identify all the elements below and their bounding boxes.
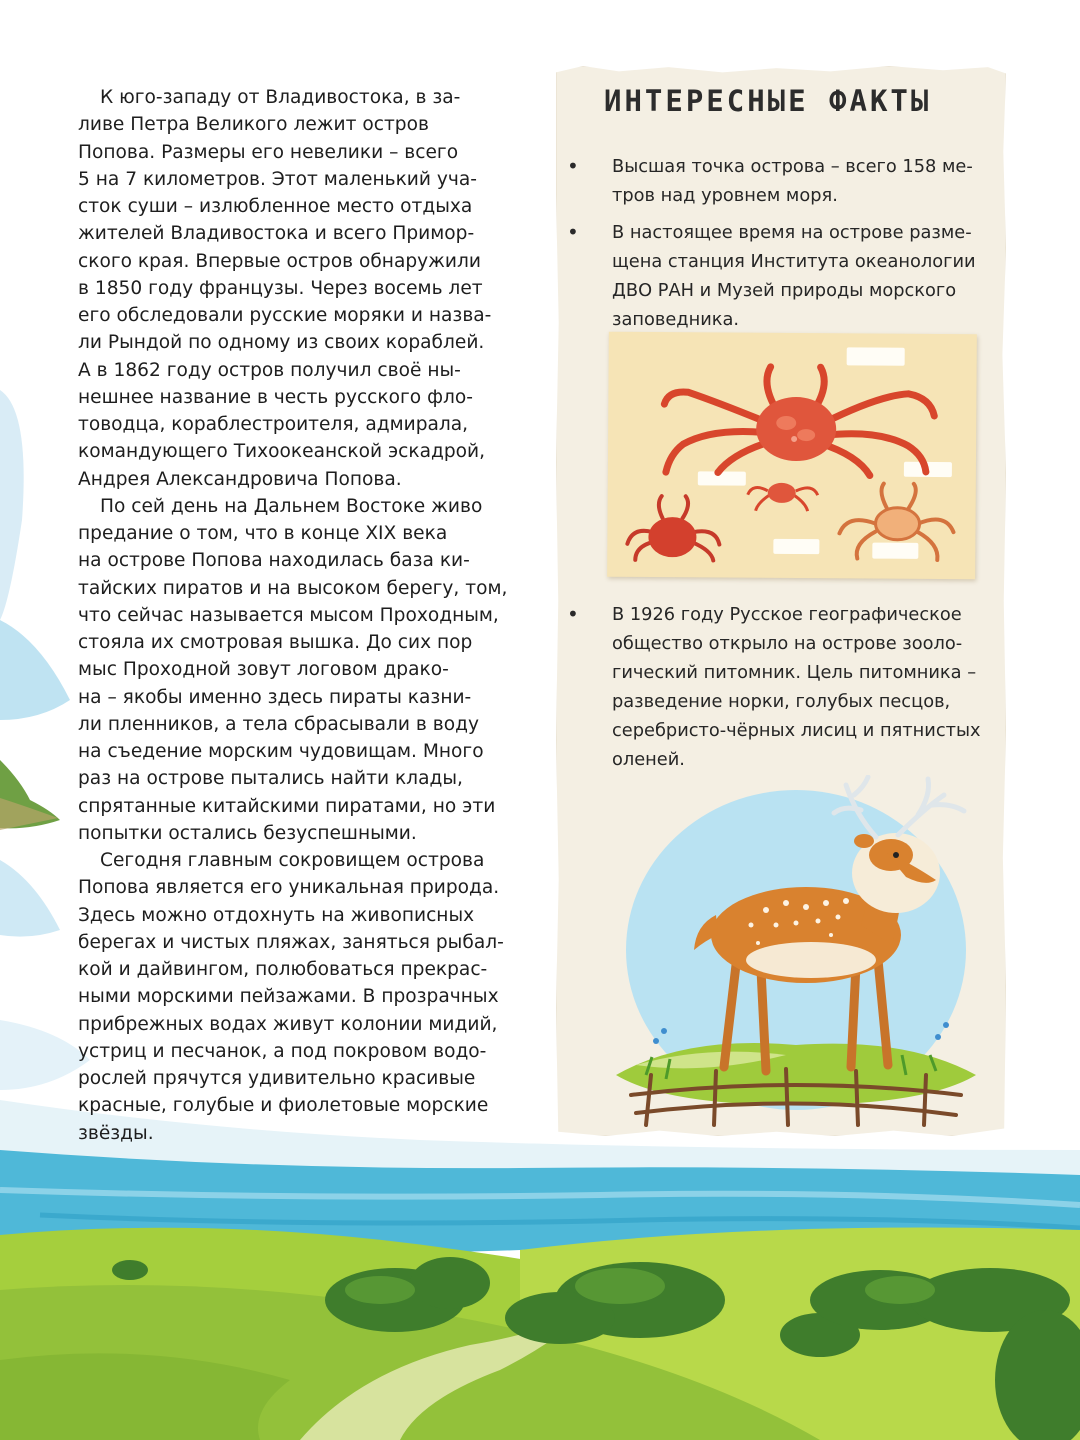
- crab-illustration-card: [607, 332, 977, 580]
- fact-item: • Высшая точка острова – всего 158 ме- тров над уровнем моря.: [612, 152, 982, 210]
- fact-item: • В 1926 году Русское географическое общество открыло на острове зооло- гический питомник. Цель питомника – разведение норки, голубых песцов, серебристо-чёрных лисиц и пятнистых оленей.: [612, 600, 982, 774]
- paragraph-1: К юго-западу от Владивостока, в за- ливе Петра Великого лежит остров Попова. Размеры его невелики – всего 5 на 7 километров. Этот маленький уча- сток суши – излюбленное место отдыха жителей Владивостока и всего Примор- ского края. Впервые остров обнаружили в 1850 году французы. Через восемь лет его обследовали русские моряки и назва- ли Рындой по одному из своих кораблей. А в 1862 году остров получил своё ны- нешнее название в честь русского фло- товодца, кораблестроителя, адмирала, командующего Тихоокеанской эскадрой, Андрея Александровича Попова.: [78, 87, 492, 490]
- deer-icon: [606, 775, 986, 1135]
- left-sea-lower: [0, 860, 60, 937]
- paragraph-2: По сей день на Дальнем Востоке живо предание о том, что в конце XIX века на острове Попова находилась база ки- тайских пиратов и на высоком берегу, том, что сейчас называется мысом Проходным, стояла их смотровая вышка. До сих пор мыс Проходной зовут логовом драко- на – якобы именно здесь пираты казни- ли пленников, а тела сбрасывали в воду на съедение морским чудовищам. Много раз на острове пытались найти клады, спрятанные китайскими пиратами, но эти попытки остались безуспешными.: [78, 495, 508, 844]
- main-article-text: [78, 84, 528, 1147]
- fact-item: • В настоящее время на острове разме- щена станция Института океанологии ДВО РАН и Музей природы морского заповедника.: [612, 218, 982, 334]
- left-sky-wash: [0, 390, 24, 620]
- left-sea-strip: [0, 620, 70, 720]
- facts-title: ИНТЕРЕСНЫЕ ФАКТЫ: [604, 84, 932, 118]
- crab-icon: [607, 332, 977, 580]
- paragraph-3: Сегодня главным сокровищем острова Попова является его уникальная природа. Здесь можно отдохнуть на живописных берегах и чистых пляжах, заняться рыбал- кой и дайвингом, полюбоваться прекрас- ными морскими пейзажами. В прозрачных прибрежных водах живут колонии мидий, устриц и песчанок, а под покровом водо- рослей прячутся удивительно красивые красные, голубые и фиолетовые морские звёзды.: [78, 850, 504, 1144]
